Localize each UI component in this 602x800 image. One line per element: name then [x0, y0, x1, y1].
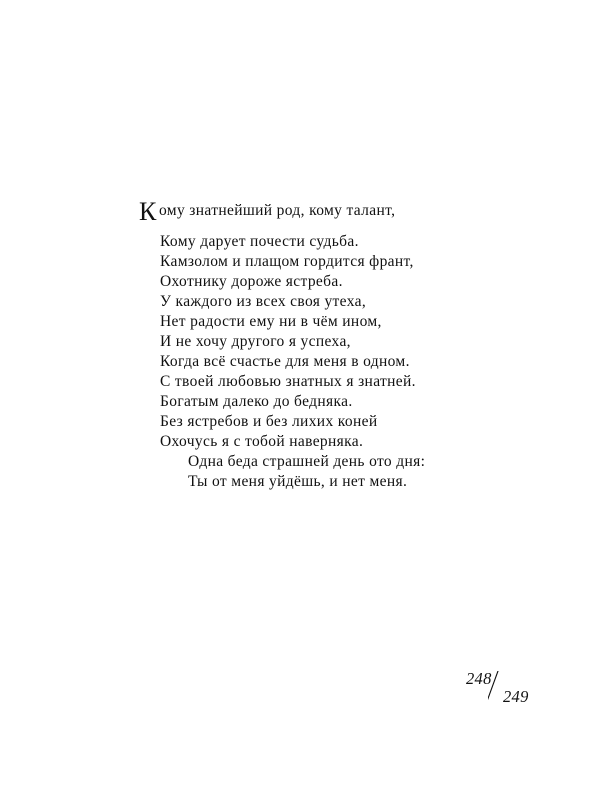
poem-line-5: У каждого из всех своя утеха, [160, 293, 367, 310]
poem-line-12: Охочусь я с тобой наверняка. [160, 433, 364, 450]
page-number-left: 248 [466, 669, 492, 688]
poem-line-7: И не хочу другого я успеха, [160, 333, 351, 350]
poem-line-11: Без ястребов и без лихих коней [160, 413, 378, 430]
page-number-right: 249 [503, 687, 529, 706]
poem-line-1: ому знатнейший род, кому талант, [159, 202, 396, 219]
couplet-line-2: Ты от меня уйдёшь, и нет меня. [188, 473, 408, 490]
poem-line-9: С твоей любовью знатных я знатней. [160, 373, 416, 390]
poem-line-6: Нет радости ему ни в чём ином, [160, 313, 382, 330]
poem-line-2: Кому дарует почести судьба. [160, 233, 359, 250]
couplet-line-1: Одна беда страшней день ото дня: [188, 453, 426, 470]
poem-line-10: Богатым далеко до бедняка. [160, 393, 353, 410]
drop-cap-letter: К [139, 197, 157, 226]
poem-line-8: Когда всё счастье для меня в одном. [160, 353, 410, 370]
poem-line-3: Камзолом и плащом гордится франт, [160, 253, 414, 270]
poem-line-4: Охотнику дороже ястреба. [160, 273, 343, 290]
